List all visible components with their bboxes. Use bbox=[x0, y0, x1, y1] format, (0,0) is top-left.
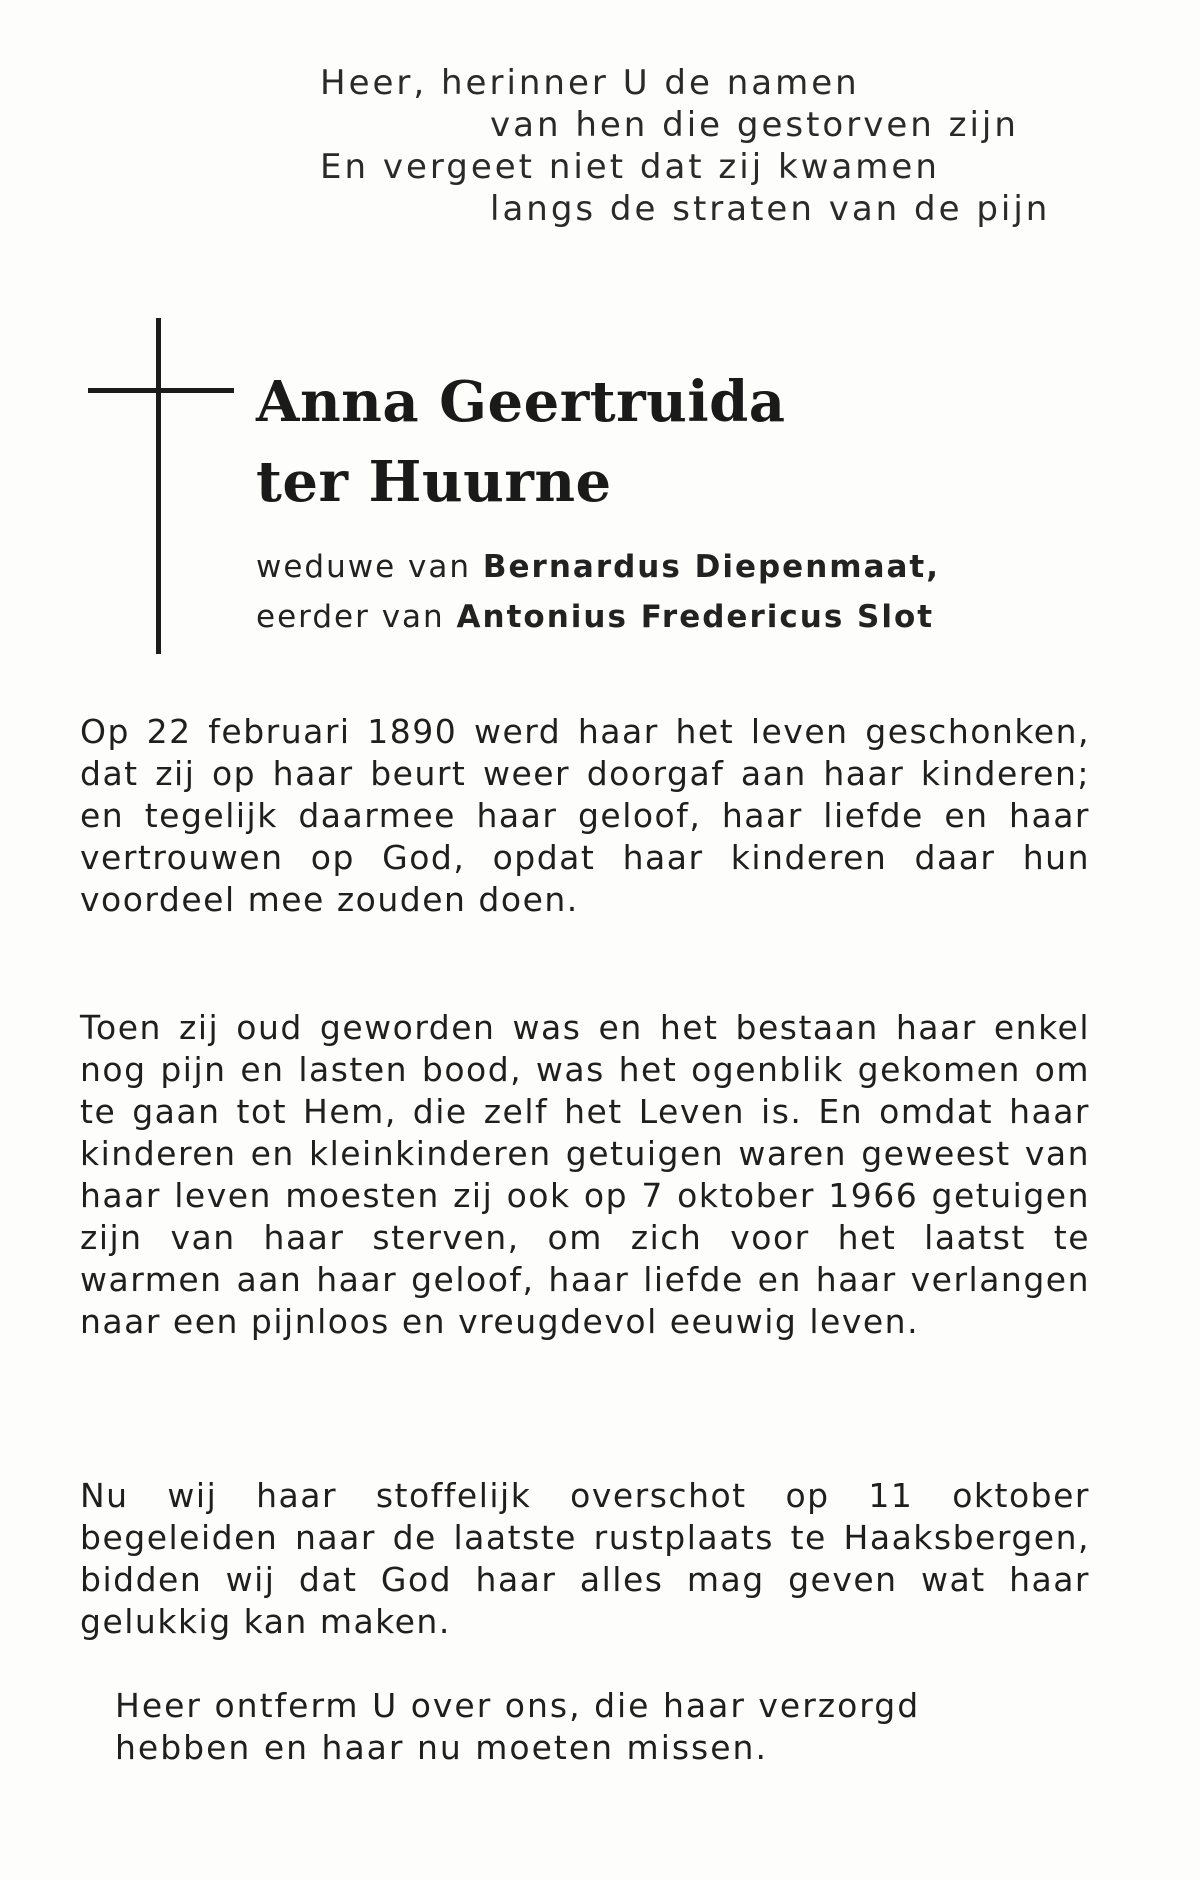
surname: ter Huurne bbox=[256, 449, 612, 515]
relation-line-2 bbox=[256, 592, 940, 642]
relation-1-prefix: weduwe van bbox=[256, 549, 472, 585]
poem-line-2: van hen die gestorven zijn bbox=[490, 105, 1019, 145]
cross-horizontal-bar bbox=[88, 388, 234, 393]
relations bbox=[256, 542, 940, 642]
first-names: Anna Geertruida bbox=[256, 369, 786, 435]
paragraph-death: Toen zij oud geworden was en het bestaan haar enkel nog pijn en lasten bood, was het ogenblik gekomen om te gaan tot Hem, die zelf het Leven is. En omdat haar kinderen en kleinkinderen getuigen waren geweest van haar leven moesten zij ook op 7 oktober 1966 getuigen zijn van haar sterven, om zich voor het laatst te warmen aan haar geloof, haar liefde en haar verlangen naar een pijnloos en vreugdevol eeuwig leven. bbox=[80, 1008, 1090, 1341]
poem-line-3: En vergeet niet dat zij kwamen bbox=[320, 147, 940, 187]
closing-prayer: Heer ontferm U over ons, die haar verzorgd hebben en haar nu moeten missen. bbox=[115, 1686, 921, 1767]
paragraph-birth: Op 22 februari 1890 werd haar het leven geschonken, dat zij op haar beurt weer doorgaf aan haar kinderen; en tegelijk daarmee haar geloof, haar liefde en haar vertrouwen op God, opdat haar kinderen daar hun voordeel mee zouden doen. bbox=[80, 712, 1090, 919]
relation-line-1 bbox=[256, 542, 940, 592]
opening-poem bbox=[320, 62, 1110, 230]
deceased-name bbox=[256, 362, 786, 522]
paragraph-burial: Nu wij haar stoffelijk overschot op 11 oktober begeleiden naar de laatste rustplaats te Haaksbergen, bidden wij dat God haar alles mag geven wat haar gelukkig kan maken. bbox=[80, 1476, 1090, 1641]
poem-line-4: langs de straten van de pijn bbox=[490, 189, 1051, 229]
relation-2-prefix: eerder van bbox=[256, 599, 445, 635]
cross-vertical-bar bbox=[156, 318, 161, 654]
relation-2-name: Antonius Fredericus Slot bbox=[456, 599, 935, 635]
poem-line-1: Heer, herinner U de namen bbox=[320, 63, 860, 103]
relation-1-name: Bernardus Diepenmaat, bbox=[482, 549, 941, 585]
